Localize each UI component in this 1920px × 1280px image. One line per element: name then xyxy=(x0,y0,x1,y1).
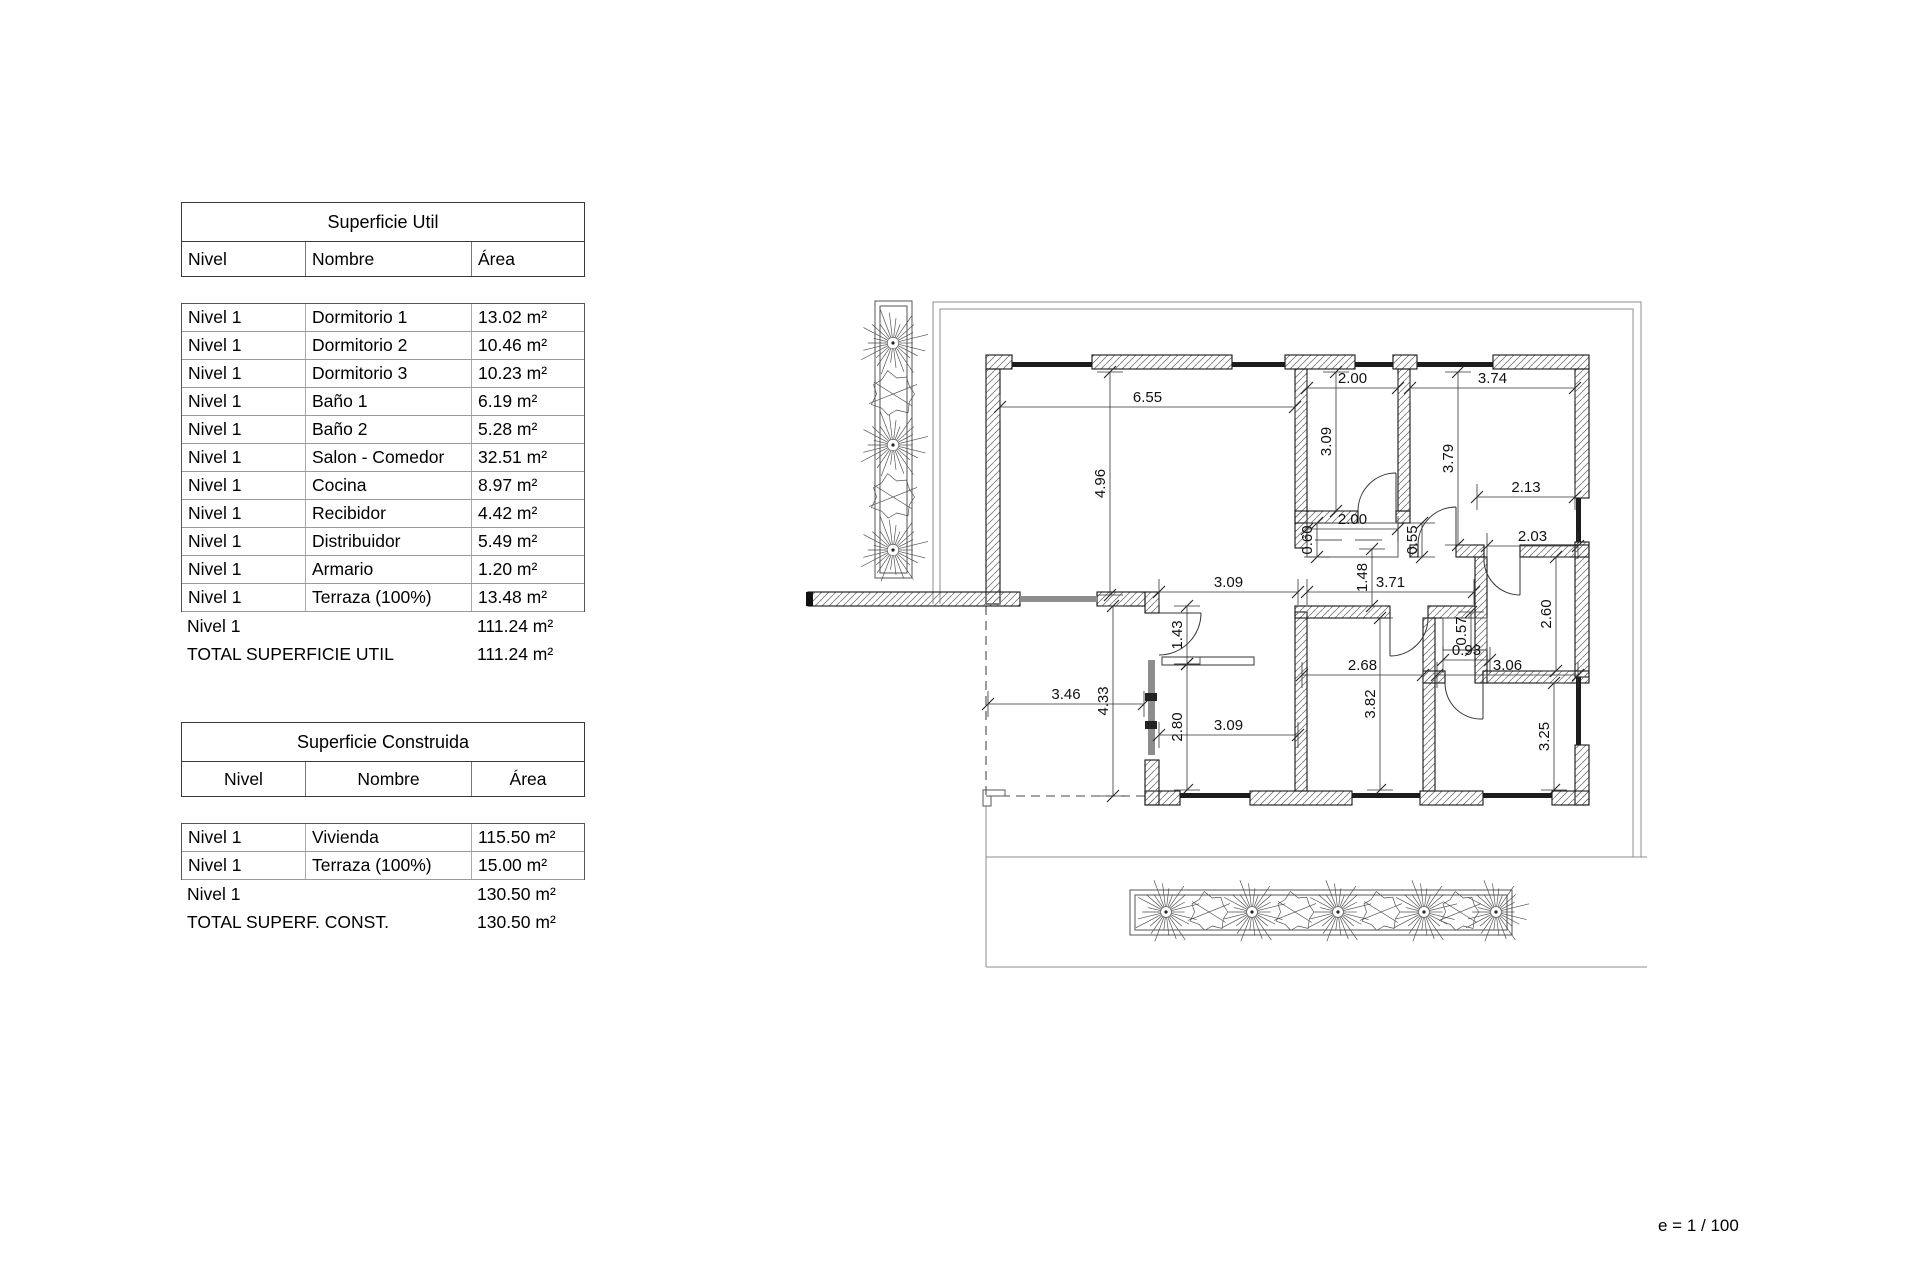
tree-icon xyxy=(1394,880,1457,941)
dorm3-door xyxy=(1390,618,1428,656)
table-cell: Nivel 1 xyxy=(188,307,242,327)
dimension-value: 1.48 xyxy=(1354,562,1371,593)
table-cell: 13.02 m² xyxy=(471,304,584,331)
table-row xyxy=(182,388,584,416)
dimension-value: 2.80 xyxy=(1169,712,1186,742)
tree-icon xyxy=(861,411,928,476)
bush-icon xyxy=(1274,892,1316,931)
dimension xyxy=(1153,574,1304,605)
table-body xyxy=(181,303,585,612)
subtotal-label: Nivel 1 xyxy=(187,884,241,904)
dimension-value: 2.03 xyxy=(1517,528,1548,545)
table-cell: 15.00 m² xyxy=(471,852,584,879)
bush-icon xyxy=(1439,892,1481,931)
column-nombre: Nombre xyxy=(305,242,471,276)
exterior-walls xyxy=(808,355,1589,805)
doors xyxy=(1159,473,1523,719)
terrace-dashed-boundary xyxy=(983,606,1145,806)
dimension-value: 6.55 xyxy=(1132,389,1163,406)
bush-icon xyxy=(1360,892,1402,931)
dimension-value: 3.25 xyxy=(1536,721,1553,752)
porch-wall-end-cap xyxy=(806,592,813,606)
table-cell: 1.20 m² xyxy=(471,556,584,583)
table-cell: 4.42 m² xyxy=(471,500,584,527)
column-area: Área xyxy=(471,762,584,796)
total-label: TOTAL SUPERFICIE UTIL xyxy=(187,644,394,664)
dimension-value: 0.93 xyxy=(1451,642,1482,659)
table-cell: 8.97 m² xyxy=(471,472,584,499)
dimension-value: 3.09 xyxy=(1318,426,1335,457)
table-row xyxy=(182,500,584,528)
table-cell: 32.51 m² xyxy=(471,444,584,471)
subtotal-label: Nivel 1 xyxy=(187,616,241,636)
fixtures xyxy=(1162,523,1487,665)
dimension-value: 3.09 xyxy=(1213,574,1244,591)
table-cell: 5.49 m² xyxy=(471,528,584,555)
table-cell: 5.28 m² xyxy=(471,416,584,443)
column-area: Área xyxy=(471,242,584,276)
dimension-value: 0.57 xyxy=(1453,616,1470,646)
total-label: TOTAL SUPERF. CONST. xyxy=(187,912,389,932)
dimension xyxy=(1301,370,1404,401)
table-cell: 10.46 m² xyxy=(471,332,584,359)
subtotal-row xyxy=(181,880,585,908)
table-header-box xyxy=(181,202,585,277)
dimension-value: 4.96 xyxy=(1092,468,1109,499)
dimension-value: 4.33 xyxy=(1095,686,1112,716)
table-cell: Nivel 1 xyxy=(188,531,242,551)
total-value: 111.24 m² xyxy=(477,644,554,664)
table-cell: Nivel 1 xyxy=(188,827,242,847)
table-row xyxy=(182,444,584,472)
table-cell: Baño 2 xyxy=(305,416,471,443)
dimension xyxy=(1538,551,1569,677)
table-row xyxy=(182,360,584,388)
table-header-box xyxy=(181,722,585,797)
scale-note: e = 1 / 100 xyxy=(1658,1216,1739,1235)
table-cell: Nivel 1 xyxy=(188,363,242,383)
table-title: Superficie Util xyxy=(327,212,439,232)
table-cell: Nivel 1 xyxy=(188,475,242,495)
dimension xyxy=(1169,658,1200,796)
table-cell: Nivel 1 xyxy=(188,447,242,467)
total-value: 130.50 m² xyxy=(477,912,556,932)
table-cell: Nivel 1 xyxy=(188,559,242,579)
table-cell: Terraza (100%) xyxy=(305,852,471,879)
site-boundary xyxy=(933,302,1647,967)
dimension-value: 3.46 xyxy=(1051,686,1081,703)
table-row xyxy=(182,824,584,852)
table-cell: 13.48 m² xyxy=(471,584,584,611)
table-body xyxy=(181,823,585,880)
table-cell: Terraza (100%) xyxy=(305,584,471,611)
table-row xyxy=(182,416,584,444)
dimension-value: 2.13 xyxy=(1511,479,1541,496)
table-cell: Nivel 1 xyxy=(188,855,242,875)
dimension-value: 2.00 xyxy=(1337,370,1368,387)
tree-icon xyxy=(1466,880,1529,941)
table-column-row xyxy=(182,241,584,276)
table-cell: 115.50 m² xyxy=(471,824,584,851)
dimension-value: 2.00 xyxy=(1337,511,1368,528)
dimension-value: 3.82 xyxy=(1362,689,1379,719)
superficie-construida-table xyxy=(181,722,585,936)
dimension xyxy=(994,389,1301,420)
table-cell: Nivel 1 xyxy=(188,391,242,411)
table-row xyxy=(182,304,584,332)
dimension-value: 3.74 xyxy=(1477,370,1508,387)
floor-plan-drawing xyxy=(790,285,1680,995)
dimension xyxy=(1404,517,1435,563)
dimension-value: 0.60 xyxy=(1299,525,1316,555)
table-row xyxy=(182,556,584,584)
tree-icon xyxy=(861,516,928,581)
table-cell: Nivel 1 xyxy=(188,335,242,355)
dorm1-door xyxy=(1418,507,1456,545)
dimension xyxy=(1404,370,1581,401)
bano1-door xyxy=(1358,473,1396,511)
table-title: Superficie Construida xyxy=(296,732,470,752)
dimension xyxy=(1095,600,1126,802)
subtotal-value: 130.50 m² xyxy=(477,884,556,904)
tree-icon xyxy=(1136,880,1199,941)
subtotal-row xyxy=(181,612,585,640)
column-nivel: Nivel xyxy=(224,769,263,789)
dimension-value: 1.43 xyxy=(1169,620,1186,650)
table-cell: Nivel 1 xyxy=(188,587,242,607)
table-row xyxy=(182,584,584,612)
superficie-util-table xyxy=(181,202,585,668)
total-row xyxy=(181,640,585,668)
tree-icon xyxy=(1308,880,1371,941)
table-cell: Recibidor xyxy=(305,500,471,527)
dimension-value: 2.60 xyxy=(1538,599,1555,629)
table-cell: 6.19 m² xyxy=(471,388,584,415)
dimension xyxy=(1362,612,1393,796)
dimension xyxy=(982,686,1150,717)
bush-icon xyxy=(1188,892,1230,931)
dimension-value: 3.79 xyxy=(1440,443,1457,474)
table-cell: Distribuidor xyxy=(305,528,471,555)
table-cell: Baño 1 xyxy=(305,388,471,415)
table-cell: Armario xyxy=(305,556,471,583)
tree-icon xyxy=(861,309,928,374)
planter-frames xyxy=(875,301,1512,935)
tree-icon xyxy=(1222,880,1285,941)
table-cell: Dormitorio 2 xyxy=(305,332,471,359)
table-row xyxy=(182,472,584,500)
table-cell: Vivienda xyxy=(305,824,471,851)
dimension xyxy=(1471,479,1581,510)
subtotal-value: 111.24 m² xyxy=(477,616,554,636)
dimension-value: 0.55 xyxy=(1404,525,1421,555)
table-row xyxy=(182,332,584,360)
column-nivel: Nivel xyxy=(188,249,227,269)
bano2-door xyxy=(1484,557,1520,595)
dimension-value: 3.09 xyxy=(1213,717,1244,734)
table-row xyxy=(182,852,584,880)
table-cell: Cocina xyxy=(305,472,471,499)
table-column-row xyxy=(182,761,584,796)
table-cell: Nivel 1 xyxy=(188,503,242,523)
dorm2-door xyxy=(1445,683,1483,719)
column-nombre: Nombre xyxy=(305,762,471,796)
dimension xyxy=(1092,366,1123,601)
dimension xyxy=(1301,574,1480,605)
total-row xyxy=(181,908,585,936)
dimension xyxy=(1536,677,1567,796)
table-row xyxy=(182,528,584,556)
bush-icon xyxy=(869,371,917,416)
table-cell: Salon - Comedor xyxy=(305,444,471,471)
table-cell: 10.23 m² xyxy=(471,360,584,387)
dimension xyxy=(1318,366,1349,517)
dimension xyxy=(1296,657,1429,688)
table-cell: Dormitorio 3 xyxy=(305,360,471,387)
bush-icon xyxy=(869,474,917,518)
dimension-value: 3.06 xyxy=(1492,657,1523,674)
dimension-value: 3.71 xyxy=(1375,574,1406,591)
dimension-value: 2.68 xyxy=(1347,657,1378,674)
table-cell: Nivel 1 xyxy=(188,419,242,439)
table-cell: Dormitorio 1 xyxy=(305,304,471,331)
